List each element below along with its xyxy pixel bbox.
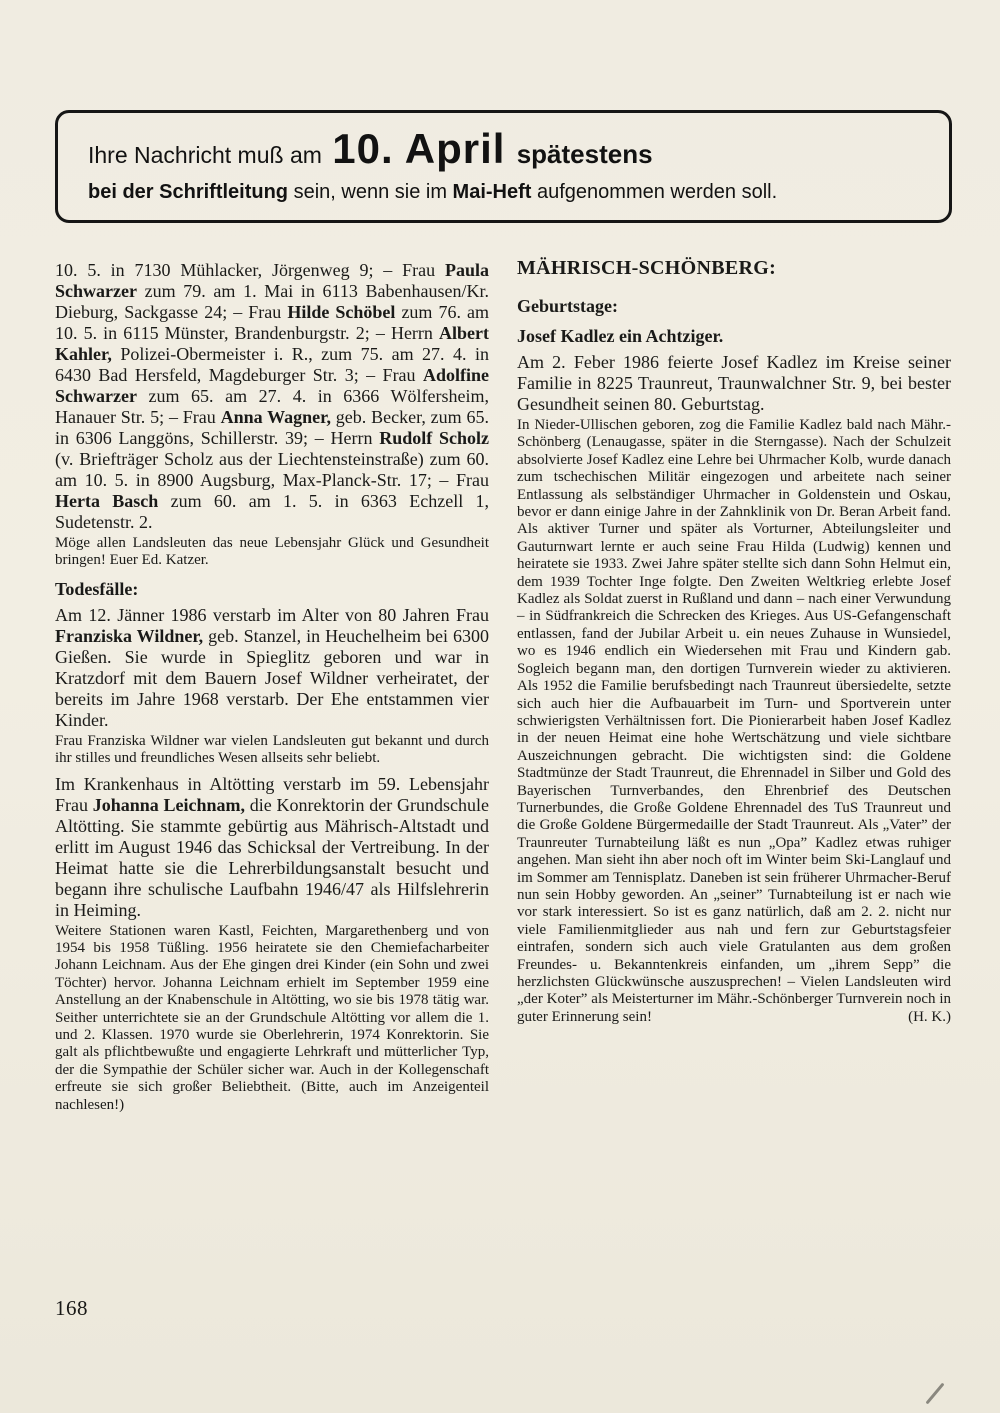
deadline-notice-box — [55, 110, 952, 223]
bold-name: Hilde Schöbel — [287, 302, 396, 322]
notice-line-1 — [88, 127, 923, 177]
bold-name: Herta Basch — [55, 491, 159, 511]
subheading: Geburtstage: — [517, 296, 618, 316]
notice-bold-mai-heft: Mai-Heft — [452, 181, 532, 203]
two-column-layout — [55, 255, 952, 1120]
subheading: Todesfälle: — [55, 578, 139, 599]
bold-name: Franziska Wildner, — [55, 625, 204, 646]
notice-text-2: aufgenommen werden soll. — [531, 181, 778, 203]
paragraph: Im Krankenhaus in Altötting verstarb im 59. Lebensjahr Frau Johanna Leichnam, die Konrektorin der Grundschule Altötting. Sie stammte gebürtig aus Mährisch-Altstadt und erlitt im August 1946 das Schicksal der Vertreibung. In der Heimat hatte sie die Lehrerbildungsanstalt besucht und begann ihre schulische Laufbahn 1946/47 als Hilfslehrerin in Heiming. — [55, 773, 489, 920]
notice-deadline-date: 10. April — [332, 125, 506, 172]
bold-name: Johanna Leichnam, — [92, 794, 246, 815]
section-heading: MÄHRISCH-SCHÖNBERG: — [517, 257, 777, 279]
small-paragraph: Frau Franziska Wildner war vielen Landsleuten gut bekannt und durch ihr stilles und freundliches Wesen allseits sehr beliebt. — [55, 732, 489, 767]
bold-name: Paula Schwarzer — [55, 260, 489, 301]
bold-name: Rudolf Scholz — [379, 428, 489, 448]
notice-bold-schriftleitung: bei der Schriftleitung — [88, 181, 289, 203]
bold-name: Adolfine Schwarzer — [55, 365, 489, 406]
page-number: 168 — [55, 1296, 88, 1320]
notice-text-1: sein, wenn sie im — [288, 181, 453, 203]
paragraph: Am 12. Jänner 1986 verstarb im Alter von 80 Jahren Frau Franziska Wildner, geb. Stanzel, in Heuchelheim bei 6300 Gießen. Sie wurde in Spieglitz geboren und war in Kratzdorf mit dem Bauern Josef Wildner verheiratet, der bereits im Jahre 1968 verstarb. Der Ehe entstammen vier Kinder. — [55, 604, 490, 730]
paragraph: Am 2. Feber 1986 feierte Josef Kadlez im Kreise seiner Familie in 8225 Traunreut, Traunwalchner Str. 9, bei bester Gesundheit seinen 80. Geburtstag. — [517, 352, 951, 414]
paragraph: 10. 5. in 7130 Mühlacker, Jörgenweg 9; – Frau Paula Schwarzer zum 79. am 1. Mai in 6113 Babenhausen/Kr. Dieburg, Sackgasse 24; – Frau Hilde Schöbel zum 76. am 10. 5. in 6115 Münster, Brandenburgstr. 2; – Herrn Albert Kahler, Polizei-Obermeister i. R., zum 75. am 27. 4. in 6430 Bad Hersfeld, Magdeburger Str. 3; – Frau Adolfine Schwarzer zum 65. am 27. 4. in 6366 Wölfersheim, Hanauer Str. 5; – Frau Anna Wagner, geb. Becker, zum 65. in 6306 Langgöns, Schillerstr. 39; – Herrn Rudolf Scholz (v. Briefträger Scholz aus der Liechtensteinstraße) zum 60. am 10. 5. in 8900 Augsburg, Max-Planck-Str. 17; – Frau Herta Basch zum 60. am 1. 5. in 6363 Echzell 1, Sudetenstr. 2. — [55, 260, 490, 532]
notice-intro: Ihre Nachricht muß am — [88, 142, 329, 168]
right-column — [517, 255, 951, 1120]
bold-name: Anna Wagner, — [220, 407, 331, 427]
left-column — [55, 255, 489, 1120]
scan-pen-mark — [925, 1383, 944, 1405]
bold-name: Albert Kahler, — [55, 323, 489, 364]
small-paragraph: Möge allen Landsleuten das neue Lebensjahr Glück und Gesundheit bringen! Euer Ed. Katzer. — [55, 535, 489, 569]
notice-line-2 — [88, 179, 923, 205]
author-initials: (H. K.) — [908, 1008, 951, 1025]
small-paragraph: Weitere Stationen waren Kastl, Feichten, Margarethenberg und von 1954 bis 1958 Tüßling. 1956 heiratete sie den Chemiefacharbeiter Johann Leichnam. Aus der Ehe gingen drei Kinder (ein Sohn und zwei Töchter) hervor. Johanna Leichnam erhielt im September 1959 eine Anstellung an der Knabenschule in Altötting, wo sie bis 1978 tätig war. Seither unterrichtete sie an der Grundschule Altötting vor allem die 1. und 2. Klassen. 1970 wurde sie Oberlehrerin, 1974 Konrektorin. Sie galt als pflichtbewußte und engagierte Lehrkraft und mütterlicher Typ, der die Sympathie der Schüler sicher war. Auch in der Kollegenschaft erfreute sie sich großer Beliebtheit. (Bitte, auch im Anzeigenteil nachlesen!) — [55, 922, 489, 1113]
notice-suffix: spätestens — [509, 139, 653, 169]
subheading: Josef Kadlez ein Achtziger. — [517, 326, 724, 346]
small-paragraph: In Nieder-Ullischen geboren, zog die Familie Kadlez bald nach Mähr.-Schönberg (Lenaugasse, später in die Sterngasse). Nach der Schulzeit absolvierte Josef Kadlez eine Lehre bei Uhrmacher Kolb, wurde danach zum tschechischen Militär eingezogen und arbeitete nach seiner Entlassung als selbständiger Uhrmacher in Goldenstein und Oskau, bevor er dann einige Jahre in der Zahnklinik von Dr. Beran Arbeit fand. Als aktiver Turner und später als Vorturner, Abteilungsleiter und Gauturnwart lernte er auch seine Frau Hilda (Ludwig) kennen und heiratete sie 1933. Zwei Jahre später stellte sich dann Sohn Helmut ein, dem 1939 Tochter Inge folgte. Den Zweiten Weltkrieg erlebte Josef Kadlez als Soldat zuerst in Rußland und dann – nach einer Verwundung – in Südfrankreich die Schrecken des Krieges. Aus US-Gefangenschaft entlassen, fand der Jubilar Arbeit u. ein neues Zuhause in Wunsiedel, wo es 1946 endlich ein Wiedersehen mit Frau und Kindern gab. Sogleich begann man, den dortigen Turnverein wieder zu aktivieren. Als 1952 die Familie berufsbedingt nach Traunreut übersiedelte, setzte sich auch hier die Aufbauarbeit im Turn- und Sportverein unter schwierigsten Verhältnissen fort. Die Pionierarbeit haben Josef Kadlez in der neuen Heimat eine hohe Wertschätzung und viele sichtbare Auszeichnungen gebracht. Die wichtigsten sind: die Goldene Stadtmünze der Stadt Traunreut, die Ehrennadel in Silber und Gold des Bayerischen Turnverbandes, den Ehrenbrief des Deutschen Turnerbundes, die Große Goldene Ehrennadel des TuS Traunreut und die Große Goldene Bürgermedaille der Stadt Traunreut. Als „Vater” der Traunreuter Turnabteilung läßt es nun „Opa” Kadlez etwas ruhiger angehen. Man sieht ihn aber noch oft im Winter beim Ski-Langlauf und im Sommer am Tennisplatz. Daneben ist sein früherer Uhrmacher-Beruf nun sein Hobby geworden. An „seiner” Turnabteilung ist er nach wie vor stark interessiert. So ist es ganz natürlich, daß am 2. 2. nicht nur viele Familienmitglieder aus nah und fern zur Geburtstagsfeier eintrafen, sondern sich auch viele Gratulanten aus dem großen Freundes- u. Bekanntenkreis einfanden, um „ihrem Sepp” die herzlichsten Glückwünsche auszusprechen! – Vielen Landsleuten wird „der Koter” als Meisterturner im Mähr.-Schönberger Turnverein noch in guter Erinnerung sein! (H. K.) — [517, 417, 951, 1025]
